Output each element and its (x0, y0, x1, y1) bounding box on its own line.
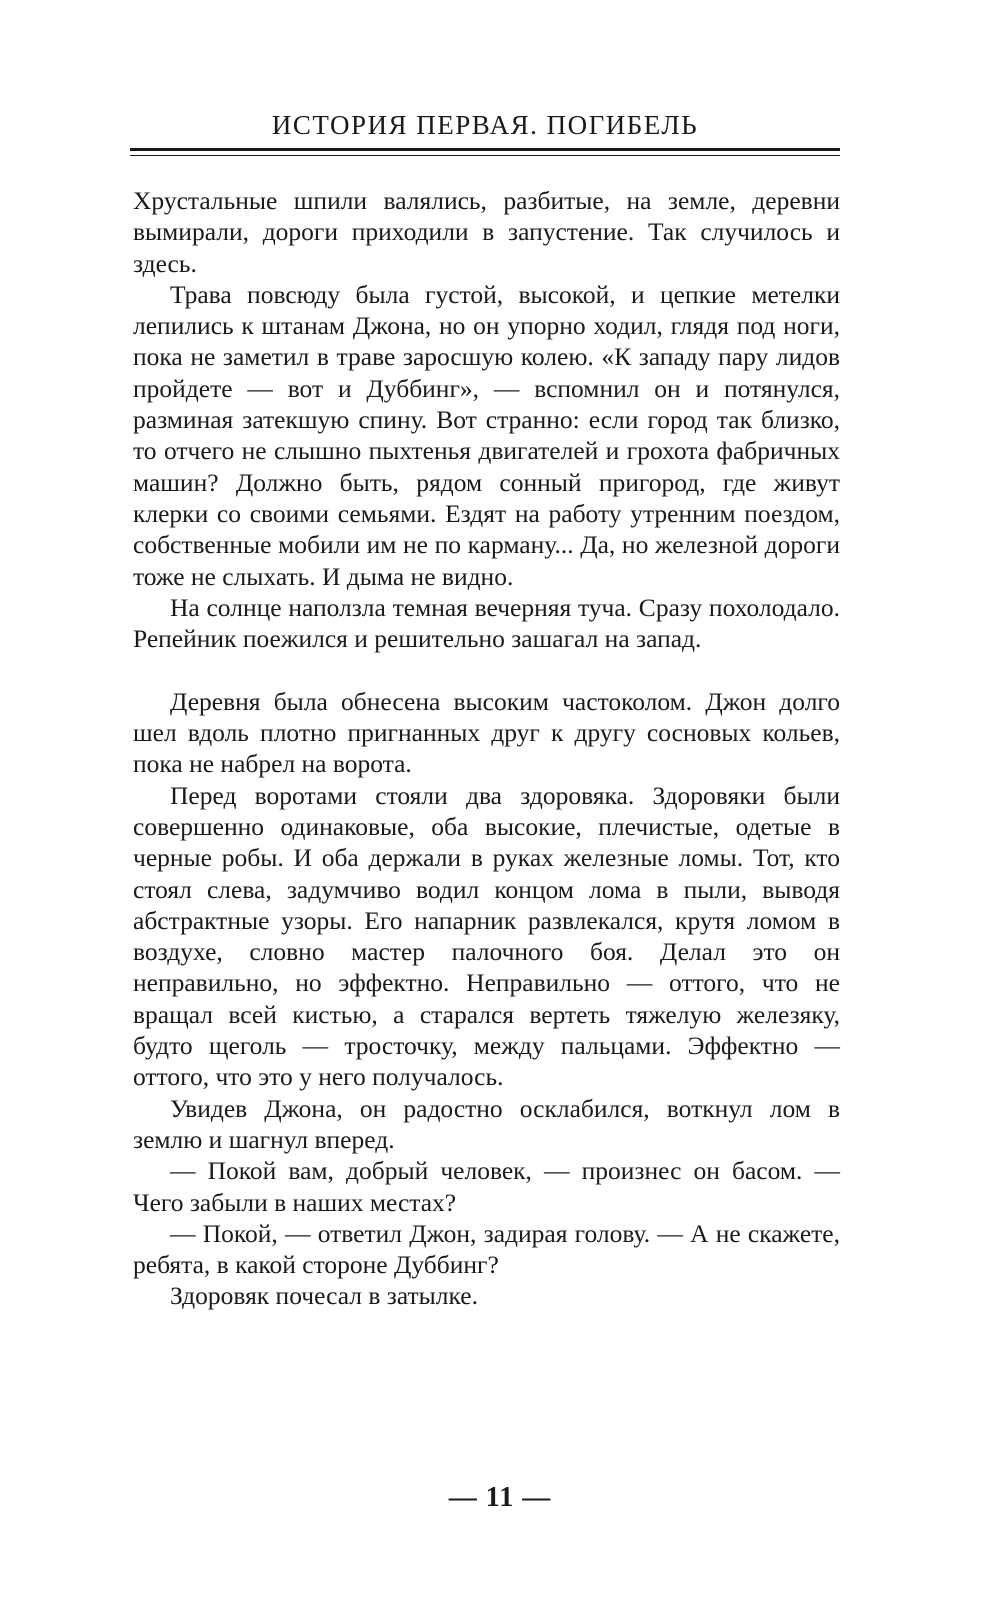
paragraph-1: Хрустальные шпили валялись, разбитые, на земле, деревни вымирали, дороги приходили в запустение. Так случилось и здесь. (133, 186, 840, 278)
page-number: — 11 — (448, 1482, 552, 1513)
header-rule-thick (130, 148, 840, 151)
paragraph-9: Здоровяк почесал в затылке. (170, 1281, 478, 1311)
paragraph-5: Перед воротами стояли два здоровяка. Здоровяки были совершенно одинаковые, оба высокие, плечистые, одетые в черные робы. И оба держали в руках железные ломы. Тот, кто стоял слева, задумчиво водил концом лома в пыли, выводя абстрактные узоры. Его напарник развлекался, крутя ломом в воздухе, словно мастер палочного боя. Делал это он неправильно, но эффектно. Неправильно — оттого, что не вращал всей кистью, а старался вертеть тяжелую железяку, будто щеголь — тросточку, между пальцами. Эффектно — оттого, что это у него получалось. (133, 780, 840, 1092)
running-title: ИСТОРИЯ ПЕРВАЯ. ПОГИБЕЛЬ (271, 110, 699, 140)
paragraph-6: Увидев Джона, он радостно осклабился, воткнул лом в землю и шагнул вперед. (133, 1093, 840, 1154)
header-rule-thin (130, 155, 840, 156)
paragraph-7: — Покой вам, добрый человек, — произнес он басом. — Чего забыли в наших местах? (133, 1156, 840, 1217)
paragraph-4: Деревня была обнесена высоким частоколом. Джон долго шел вдоль плотно пригнанных друг к другу сосновых кольев, пока не набрел на ворота. (133, 686, 840, 779)
paragraph-3: На солнце наползла темная вечерняя туча. Сразу похолодало. Репейник поежился и решительно зашагал на запад. (133, 592, 840, 654)
section-break (133, 654, 840, 685)
body-text (133, 185, 840, 1312)
paragraph-2: Трава повсюду была густой, высокой, и цепкие метелки лепились к штанам Джона, но он упорно ходил, глядя под ноги, пока не заметил в траве заросшую колею. «К западу пару лидов пройдете — вот и Дуббинг», — вспомнил он и потянулся, разминая затекшую спину. Вот странно: если город так близко, то отчего не слышно пыхтенья двигателей и грохота фабричных машин? Должно быть, рядом сонный пригород, где живут клерки со своими семьями. Ездят на работу утренним поездом, собственные мобили им не по карману... Да, но железной дороги тоже не слыхать. И дыма не видно. (133, 279, 840, 591)
paragraph-8: — Покой, — ответил Джон, задирая голову. — А не скажете, ребята, в какой стороне Дуббинг? (133, 1218, 840, 1280)
